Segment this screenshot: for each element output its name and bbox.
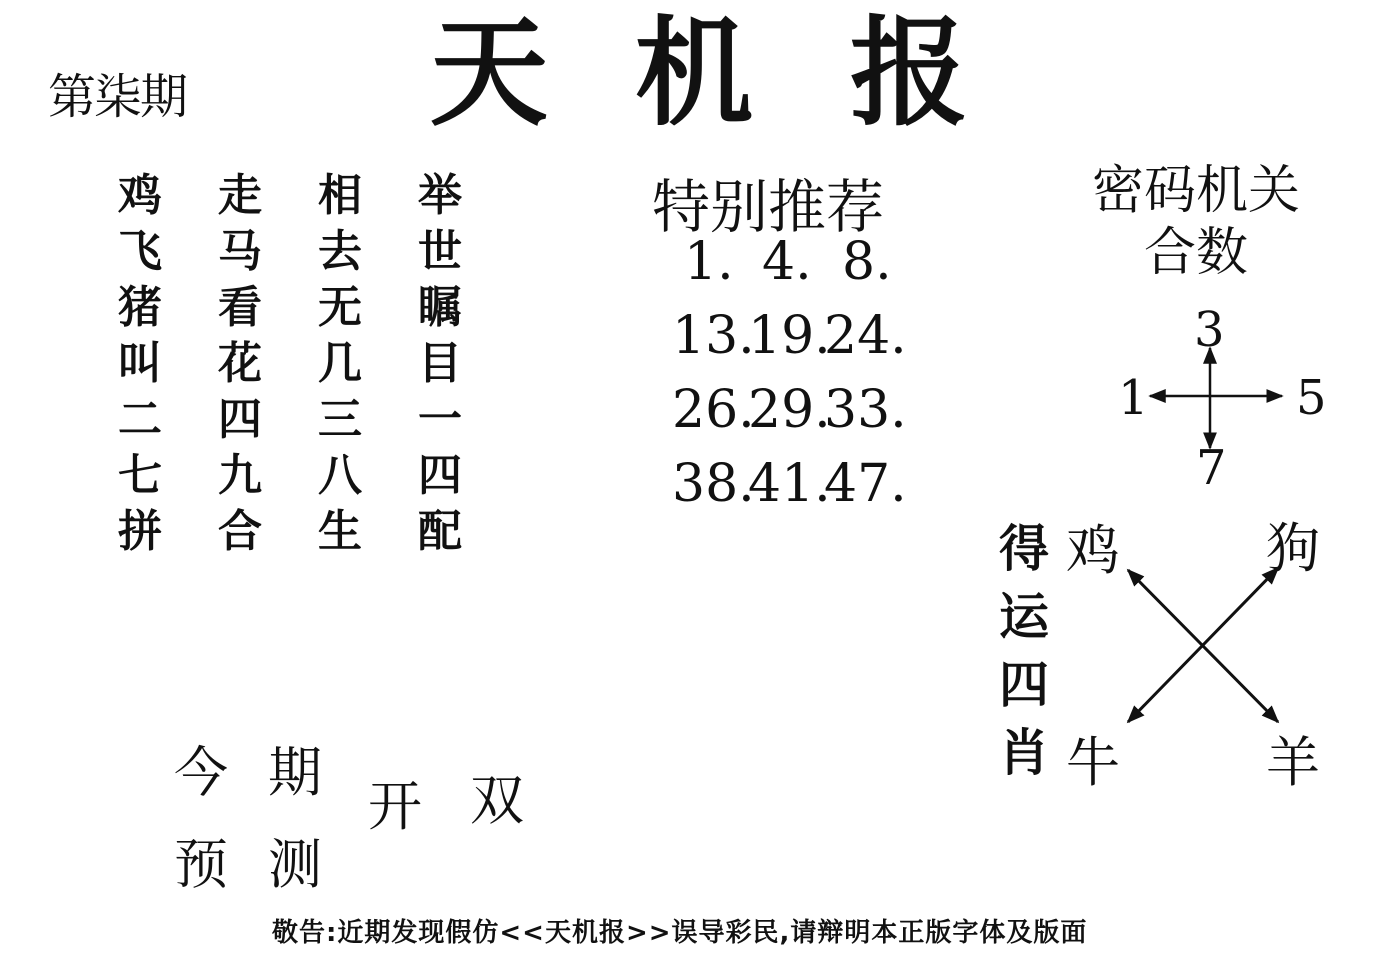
code-title — [1086, 160, 1306, 284]
title-char: 机 — [635, 3, 754, 142]
poem-char: 飞 — [118, 226, 162, 277]
recommend-number: 4. — [762, 232, 812, 292]
code-bottom-number: 7 — [1196, 440, 1227, 496]
recommend-row — [672, 232, 918, 306]
code-cross-diagram — [1110, 300, 1340, 496]
poem-char: 合 — [218, 506, 262, 557]
poem-row — [118, 168, 518, 224]
poem-char: 四 — [418, 450, 462, 501]
recommend-number: 38. — [672, 454, 755, 514]
poem-char: 世 — [418, 226, 462, 277]
recommend-number: 29. — [748, 380, 831, 440]
zodiac-bottom-right: 羊 — [1266, 731, 1320, 794]
poem-char: 看 — [218, 282, 262, 333]
poem-char: 去 — [318, 226, 362, 277]
recommend-number: 47. — [824, 454, 907, 514]
poem-char: 叫 — [118, 338, 162, 389]
luck-side-char: 肖 — [999, 724, 1049, 782]
poem-row — [118, 224, 518, 280]
issue-label: 第柒期 — [48, 69, 187, 125]
prediction-value-char: 双 — [470, 769, 524, 832]
recommend-number: 26. — [672, 380, 755, 440]
poem-char: 三 — [318, 394, 362, 445]
poem-char: 生 — [318, 506, 362, 557]
poem-char: 相 — [318, 170, 362, 221]
poem-char: 举 — [418, 170, 462, 221]
poem-char: 九 — [218, 450, 262, 501]
poem-char: 四 — [218, 394, 262, 445]
prediction-label-char: 预 — [174, 833, 228, 896]
masthead-title — [420, 3, 1000, 142]
prediction-label-char: 期 — [268, 741, 322, 804]
code-right-number: 5 — [1296, 370, 1327, 426]
recommend-number: 1. — [684, 232, 734, 292]
code-left-number: 1 — [1118, 370, 1149, 426]
poem-char: 一 — [418, 394, 462, 445]
poem-char: 八 — [318, 450, 362, 501]
poem-char: 无 — [318, 282, 362, 333]
recommend-number: 19. — [748, 306, 831, 366]
poem-char: 几 — [318, 338, 362, 389]
recommend-number: 41. — [748, 454, 831, 514]
title-char: 天 — [430, 3, 549, 142]
zodiac-top-left: 鸡 — [1066, 519, 1120, 582]
poem-char: 花 — [218, 338, 262, 389]
poem-char: 猪 — [118, 282, 162, 333]
poem-char: 配 — [418, 506, 462, 557]
poem-char: 七 — [118, 450, 162, 501]
recommend-row — [672, 306, 918, 380]
prediction-label-char: 测 — [268, 833, 322, 896]
poem-char: 走 — [218, 170, 262, 221]
code-title-line1: 密码机关 — [1091, 161, 1300, 221]
prediction-label-char: 今 — [174, 741, 228, 804]
code-top-number: 3 — [1194, 302, 1225, 358]
prediction-block — [170, 730, 550, 896]
poem-char: 瞩 — [418, 282, 462, 333]
poem-char: 目 — [418, 338, 462, 389]
poem-char: 鸡 — [118, 170, 162, 221]
recommend-number: 13. — [672, 306, 755, 366]
poem-row — [118, 336, 518, 392]
code-title-line2: 合数 — [1143, 223, 1248, 283]
zodiac-bottom-left: 牛 — [1066, 731, 1120, 794]
zodiac-top-right: 狗 — [1266, 517, 1320, 580]
luck-side-char: 四 — [999, 656, 1049, 714]
title-char: 报 — [850, 3, 969, 142]
recommend-number: 8. — [842, 232, 892, 292]
poem-row — [118, 504, 518, 560]
recommend-row — [672, 454, 918, 528]
recommend-row — [672, 380, 918, 454]
footer-notice: 敬告:近期发现假仿<<天机报>>误导彩民,请辩明本正版字体及版面 — [272, 918, 1088, 948]
luck-side-char: 运 — [999, 588, 1049, 646]
recommend-number: 33. — [824, 380, 907, 440]
poem-grid — [118, 168, 518, 560]
poem-row — [118, 448, 518, 504]
poem-row — [118, 392, 518, 448]
luck-side-char: 得 — [999, 520, 1049, 578]
poem-char: 二 — [118, 394, 162, 445]
zodiac-cross-diagram — [1060, 500, 1360, 794]
recommend-numbers — [672, 232, 918, 528]
recommend-title: 特别推荐 — [652, 173, 885, 241]
poem-row — [118, 280, 518, 336]
prediction-value-char: 开 — [368, 775, 422, 838]
luck-side-label — [994, 515, 1054, 787]
poem-char: 马 — [218, 226, 262, 277]
poem-char: 拼 — [118, 506, 162, 557]
recommend-number: 24. — [824, 306, 907, 366]
